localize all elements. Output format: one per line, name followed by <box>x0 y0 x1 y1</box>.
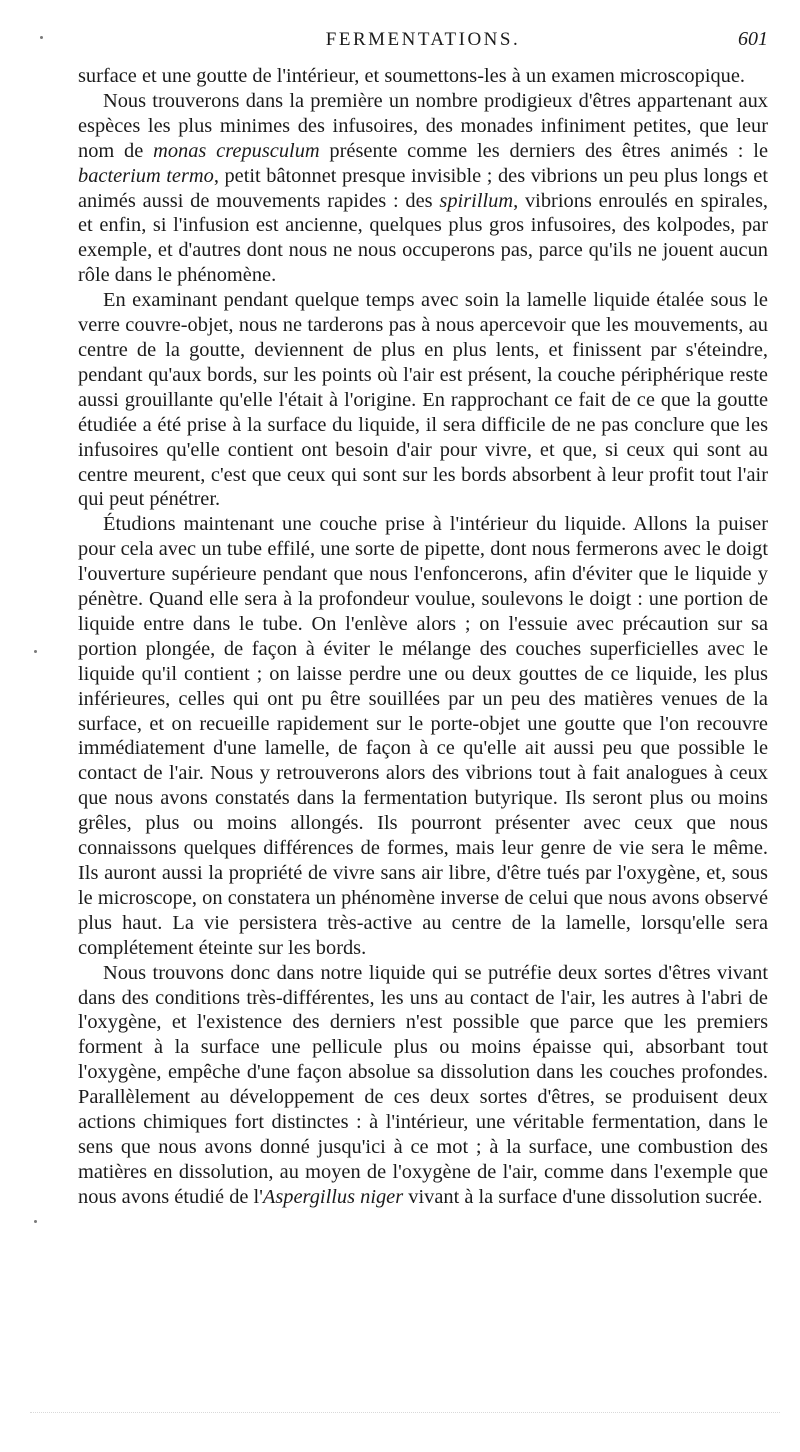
text-run: En examinant pendant quelque temps avec soin la lamelle liquide étalée sous le verre couvre-objet, nous ne tarderons pas à nous apercevoir que les mouvements, au centre de la goutte, deviennent de plus en plus lents, et finissent par s'éteindre, pendant qu'aux bords, sur les points où l'air est présent, la couche périphérique reste aussi grouillante qu'elle l'était à l'origine. En rapprochant ce fait de ce que la goutte étudiée a été prise à la surface du liquide, il sera difficile de ne pas conclure que les infusoires qu'elle contient ont besoin d'air pour vivre, et que, si ceux qui sont au centre meurent, c'est que ceux qui sont sur les bords absorbent à leur profit tout l'air qui peut pénétrer. <box>78 289 768 511</box>
text-run: surface et une goutte de l'intérieur, et soumettons-les à un examen microscopique. <box>78 65 746 87</box>
text-run: Étudions maintenant une couche prise à l'intérieur du liquide. Allons la puiser pour cela avec un tube effilé, une sorte de pipette, dont nous fermerons avec le doigt l'ouverture supérieure pendant que nous l'enfoncerons, afin d'éviter que le liquide y pénètre. Quand elle sera à la profondeur voulue, soulevons le doigt : une portion de liquide entre dans le tube. On l'enlève alors ; on l'essuie avec précaution sur sa portion plongée, de façon à éviter le mélange des couches superficielles avec le liquide qu'il contient ; on laisse perdre une ou deux gouttes de ce liquide, les plus inférieures, celles qui ont pu être souillées par un peu des matières venues de la surface, et on recueille rapidement sur le porte-objet une goutte que l'on recouvre immédiatement d'une lamelle, de façon à ce qu'elle ait aussi peu que possible le contact de l'air. Nous y retrouverons alors des vibrions tout à fait analogues à ceux que nous avons constatés dans la fermentation butyrique. Ils seront plus ou moins grêles, plus ou moins allongés. Ils pourront présenter avec ceux que nous connaissons quelques différences de formes, mais leur genre de vie sera le même. Ils auront aussi la propriété de vivre sans air libre, d'être tués par l'oxygène, et, sous le microscope, on constatera un phénomène inverse de celui que nous avons observé plus haut. La vie persistera très-active au centre de la lamelle, lorsqu'elle sera complétement éteinte sur les bords. <box>78 513 768 959</box>
paragraph <box>78 288 768 512</box>
page-header <box>78 24 768 54</box>
text-run: vivant à la surface d'une dissolution sucrée. <box>403 1185 763 1208</box>
italic-term: Aspergillus niger <box>262 1185 404 1208</box>
italic-term: monas crepusculum <box>153 139 320 162</box>
italic-term: bacterium termo <box>78 164 214 187</box>
body-text <box>78 64 768 1210</box>
page-number: 601 <box>738 28 768 50</box>
running-title: FERMENTATIONS. <box>325 29 521 50</box>
text-run: présente comme les derniers des êtres animés : le <box>319 139 768 162</box>
footer-scan-artifact <box>30 1412 780 1419</box>
italic-term: spirillum <box>439 189 514 212</box>
paragraph <box>78 89 768 288</box>
text-run: Nous trouvons donc dans notre liquide qui se putréfie deux sortes d'êtres vivant dans des conditions très-différentes, les uns au contact de l'air, les autres à l'abri de l'oxygène, et l'existence des derniers n'est possible que parce que les premiers forment à la surface une pellicule plus ou moins épaisse qui, absorbant tout l'oxygène, empêche d'une façon absolue sa dissolution dans les couches profondes. Parallèlement au développement de ces deux sortes d'êtres, se produisent deux actions chimiques fort distinctes : à l'intérieur, une véritable fermentation, dans le sens que nous avons donné jusqu'ici à ce mot ; à la surface, une combustion des matières en dissolution, au moyen de l'oxygène de l'air, comme dans l'exemple que nous avons étudié de l' <box>78 961 768 1208</box>
paragraph <box>78 512 768 960</box>
paragraph <box>78 64 768 89</box>
text-run: , petit bâtonnet presque invisible ; des vibrions un peu plus longs et animés aussi de mouvements rapides : des <box>78 164 768 212</box>
margin-speck <box>40 36 43 39</box>
margin-speck <box>34 650 37 653</box>
text-run: , vibrions enroulés en spirales, et enfin, si l'infusion est ancienne, quelques plus gros infusoires, des kolpodes, par exemple, et d'autres dont nous ne nous occuperons pas, parce qu'ils ne jouent aucun rôle dans le phénomène. <box>78 189 768 287</box>
paragraph <box>78 961 768 1210</box>
text-run: Nous trouverons dans la première un nombre prodigieux d'êtres appartenant aux espèces les plus minimes des infusoires, des monades infiniment petites, que leur nom de <box>78 89 768 162</box>
margin-speck <box>34 1220 37 1223</box>
